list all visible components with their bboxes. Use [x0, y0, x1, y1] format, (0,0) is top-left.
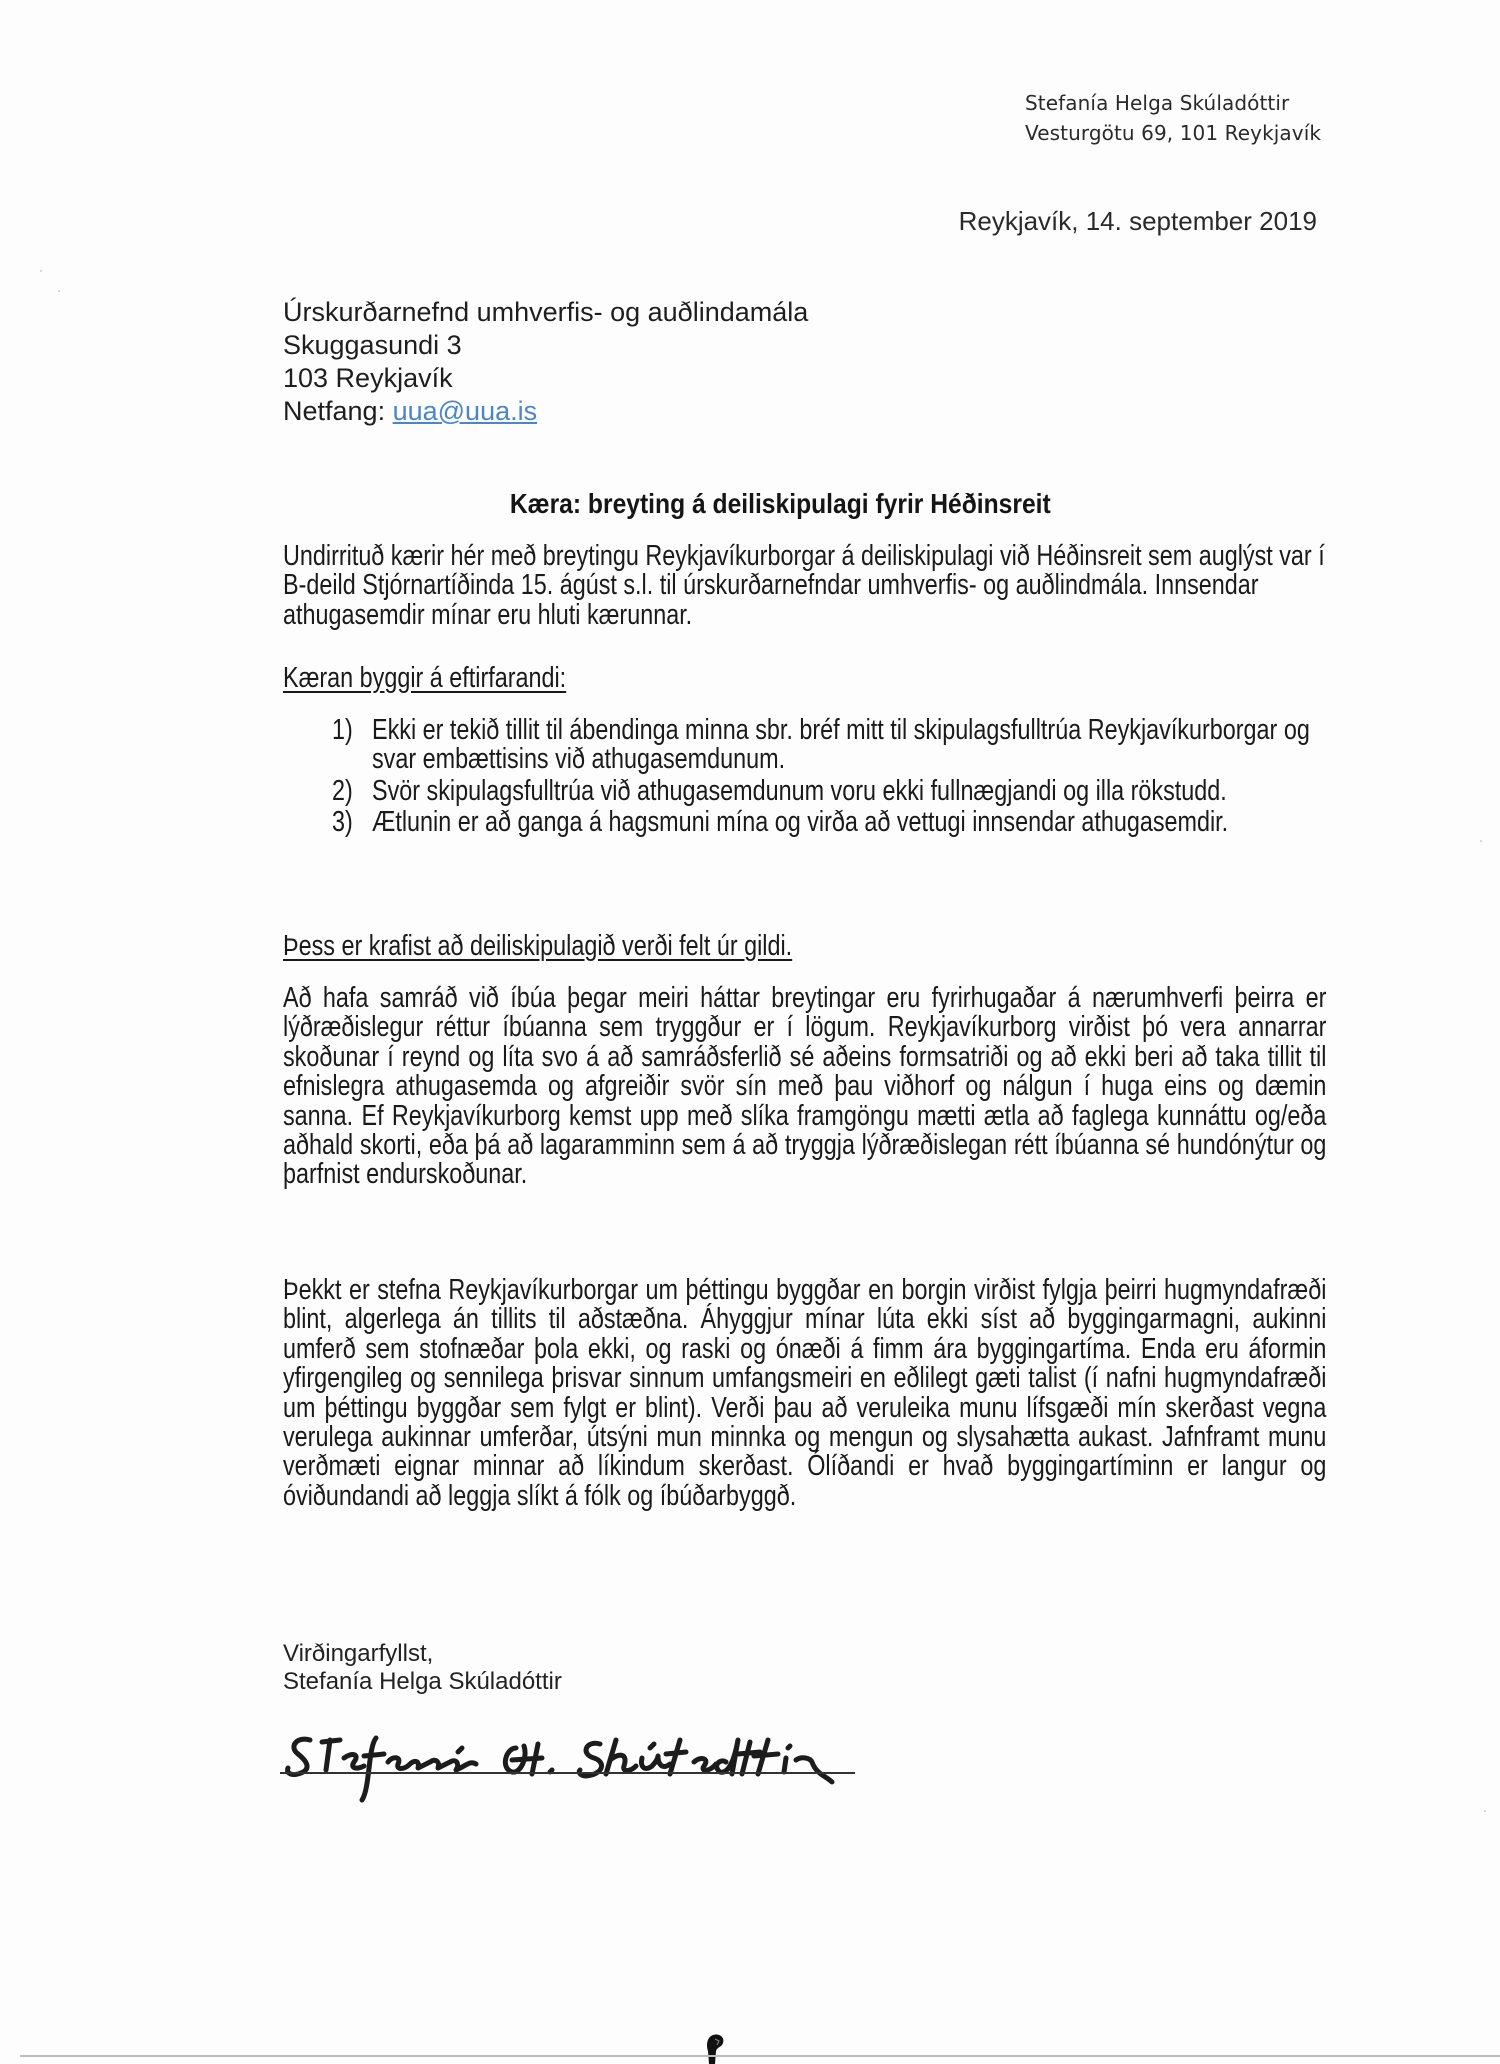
argument-paragraph-2-text: Þekkt er stefna Reykjavíkurborgar um þéttingu byggðar en borgin virðist fylgja þeirri hugmyndafræði blint, algerlega án tillits til aðstæðna. Áhyggjur mínar lúta ekki síst að byggingarmagni, aukinni umferð sem stofnæðar þola ekki, og raski og ónæði á fimm ára byggingartíma. Enda eru áformin yfirgengileg og sennilega þrisvar sinnum umfangsmeiri en eðlilegt gæti talist (í nafni hugmyndafræði um þéttingu byggðar sem fylgt er blint). Verði þau að veruleika munu lífsgæði mín skerðast vegna verulega aukinnar umferðar, útsýni mun minnka og mengun og slysahætta aukast. Jafnframt munu verðmæti eignar minnar að líkindum skerðast. Ólíðandi er hvað byggingartíminn er langur og óviðundandi að leggja slíkt á fólk og íbúðarbyggð. — [283, 1274, 1327, 1512]
handwritten-signature — [280, 1718, 910, 1808]
signature-underline — [280, 1772, 855, 1774]
sender-block — [1025, 88, 1321, 148]
scan-edge-line — [20, 2055, 1500, 2057]
email-link[interactable]: uua@uua.is — [392, 396, 538, 426]
scan-speck — [1484, 1810, 1486, 1812]
list-item-text: Svör skipulagsfulltrúa við athugasemdunum voru ekki fullnægjandi og illa rökstudd. — [372, 774, 1227, 807]
grounds-heading — [283, 662, 628, 695]
argument-paragraph-1 — [283, 984, 1326, 1190]
list-item — [332, 808, 1322, 837]
heading-text: Kæra: breyting á deiliskipulagi fyrir Héðinsreit — [509, 488, 1051, 519]
intro-paragraph-text: Undirrituð kærir hér með breytingu Reykjavíkurborgar á deiliskipulagi við Héðinsreit sem auglýst var í B-deild Stjórnartíðinda 15. ágúst s.l. til úrskurðarnefndar umhverfis- og auðlindmála. Innsendar athugasemdir mínar eru hluti kærunnar. — [283, 540, 1325, 631]
list-item-text: Ekki er tekið tillit til ábendinga minna sbr. bréf mitt til skipulagsfulltrúa Reykjavíkurborgar og svar embættisins við athugasemdunum. — [372, 714, 1310, 776]
intro-paragraph — [283, 542, 1326, 630]
recipient-city: 103 Reykjavík — [283, 363, 453, 393]
recipient-street: Skuggasundi 3 — [283, 330, 462, 360]
grounds-list — [332, 716, 1322, 840]
list-item-text: Ætlunin er að ganga á hagsmuni mína og virða að vettugi innsendar athugasemdir. — [372, 806, 1229, 839]
sender-name: Stefanía Helga Skúladóttir — [1025, 91, 1290, 115]
closing-salutation: Virðingarfyllst, — [283, 1640, 434, 1667]
closing-name: Stefanía Helga Skúladóttir — [283, 1668, 562, 1695]
letter-heading — [0, 488, 1500, 520]
scan-smudge — [705, 2033, 727, 2064]
sender-address: Vesturgötu 69, 101 Reykjavík — [1025, 121, 1322, 145]
recipient-email-line — [283, 395, 808, 428]
email-label: Netfang: — [283, 396, 386, 426]
scan-speck — [58, 290, 60, 292]
recipient-block — [283, 296, 808, 428]
list-item — [332, 716, 1322, 775]
letter-date: Reykjavík, 14. september 2019 — [958, 206, 1317, 236]
scan-speck — [1480, 840, 1482, 842]
list-item-number: 2) — [332, 774, 353, 807]
closing-block — [283, 1640, 562, 1696]
list-item-number: 3) — [332, 806, 353, 839]
grounds-heading-text: Kæran byggir á eftirfarandi: — [283, 662, 567, 694]
argument-paragraph-2 — [283, 1276, 1326, 1511]
list-item-number: 1) — [332, 714, 353, 746]
list-item — [332, 774, 1322, 807]
demand-text: Þess er krafist að deiliskipulagið verði felt úr gildi. — [283, 930, 793, 962]
recipient-name: Úrskurðarnefnd umhverfis- og auðlindamála — [283, 297, 809, 327]
scan-speck — [40, 270, 42, 272]
demand-statement — [283, 930, 904, 963]
argument-paragraph-1-text: Að hafa samráð við íbúa þegar meiri háttar breytingar eru fyrirhugaðar á nærumhverfi þeirra er lýðræðislegur réttur íbúanna sem tryggður er í lögum. Reykjavíkurborg virðist þó vera annarrar skoðunar í reynd og líta svo á að samráðsferlið sé aðeins formsatriði og að ekki beri að taka tillit til efnislegra athugasemda og afgreiðir svör sín með þau viðhorf og nálgun í huga eins og dæmin sanna. Ef Reykjavíkurborg kemst upp með slíka framgöngu mætti ætla að faglega kunnáttu og/eða aðhald skorti, eða þá að lagaramminn sem á að tryggja lýðræðislegan rétt íbúanna sé hundónýtur og þarfnist endurskoðunar. — [283, 982, 1327, 1191]
